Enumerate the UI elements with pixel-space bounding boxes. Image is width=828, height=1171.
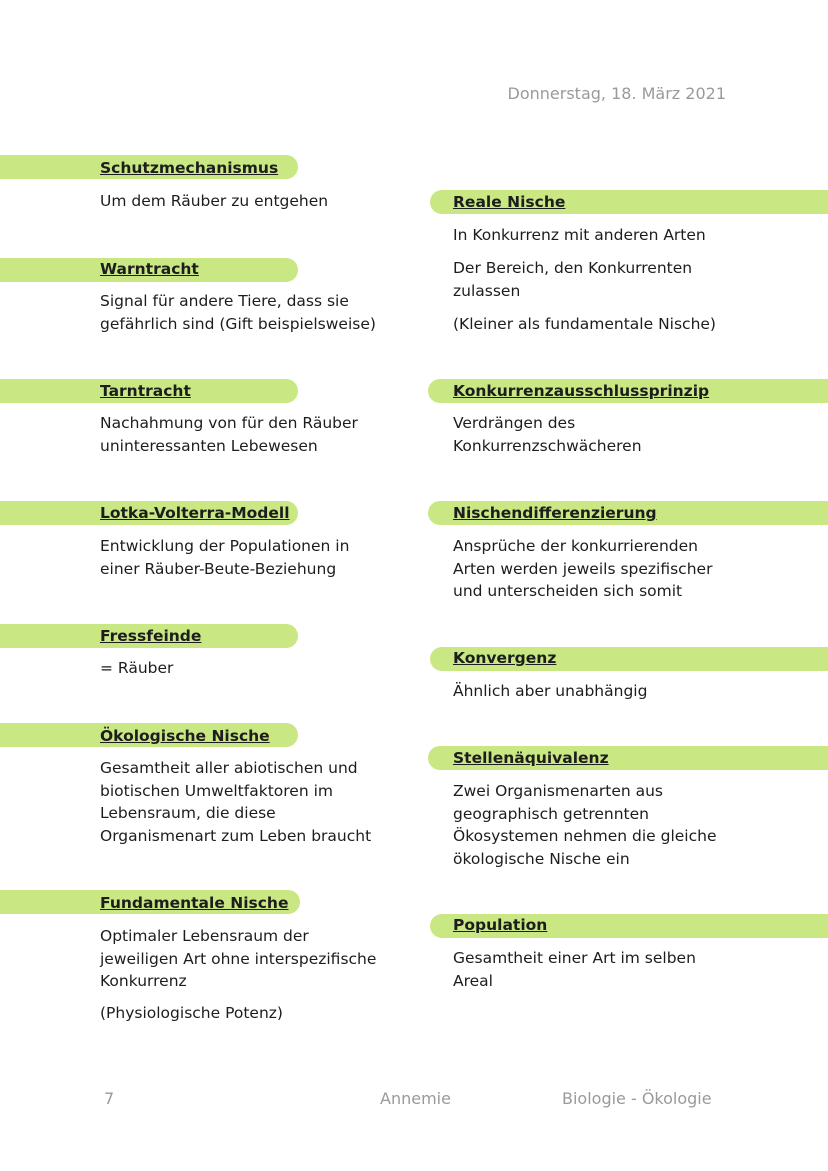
definition-fundamentale-nische: Optimaler Lebensraum der jeweiligen Art ohne interspezifische Konkurrenz (100, 927, 377, 990)
definition-tarntracht: Nachahmung von für den Räuber uninteressanten Lebewesen (100, 414, 358, 455)
term-tarntracht: Tarntracht (100, 382, 191, 400)
definition-schutzmechanismus: Um dem Räuber zu entgehen (100, 192, 329, 210)
definition-fressfeinde: = Räuber (100, 659, 174, 677)
term-nischendifferenzierung: Nischendifferenzierung (453, 504, 657, 522)
term-population: Population (453, 916, 548, 934)
term-schutzmechanismus: Schutzmechanismus (100, 159, 279, 177)
term-warntracht: Warntracht (100, 260, 199, 278)
definition-reale-nische-2: Der Bereich, den Konkurrenten zulassen (453, 259, 693, 300)
term-fressfeinde: Fressfeinde (100, 627, 202, 645)
term-oekologische-nische: Ökologische Nische (100, 727, 270, 745)
note-fundamentale-nische: (Physiologische Potenz) (100, 1004, 283, 1022)
term-konvergenz: Konvergenz (453, 649, 557, 667)
note-reale-nische: (Kleiner als fundamentale Nische) (453, 315, 716, 333)
term-fundamentale-nische: Fundamentale Nische (100, 894, 289, 912)
subject-label: Biologie - Ökologie (562, 1089, 712, 1108)
page-date: Donnerstag, 18. März 2021 (507, 84, 726, 103)
definition-nischendifferenzierung: Ansprüche der konkurrierenden Arten werden jeweils spezifischer und unterscheiden sich somit (453, 537, 713, 600)
definition-lotka-volterra: Entwicklung der Populationen in einer Räuber-Beute-Beziehung (100, 537, 350, 578)
definition-stellenaequivalenz: Zwei Organismenarten aus geographisch getrennten Ökosystemen nehmen die gleiche ökologische Nische ein (453, 782, 717, 868)
page-number: 7 (104, 1089, 115, 1108)
definition-konvergenz: Ähnlich aber unabhängig (453, 682, 648, 700)
definition-warntracht: Signal für andere Tiere, dass sie gefährlich sind (Gift beispielsweise) (100, 292, 376, 333)
definition-konkurrenzausschlussprinzip: Verdrängen des Konkurrenzschwächeren (453, 414, 642, 455)
term-lotka-volterra: Lotka-Volterra-Modell (100, 504, 290, 522)
definition-oekologische-nische: Gesamtheit aller abiotischen und biotischen Umweltfaktoren im Lebensraum, die diese Organismenart zum Leben braucht (100, 759, 372, 845)
term-konkurrenzausschlussprinzip: Konkurrenzausschlussprinzip (453, 382, 710, 400)
definition-population: Gesamtheit einer Art im selben Areal (453, 949, 696, 990)
term-stellenaequivalenz: Stellenäquivalenz (453, 749, 609, 767)
definition-reale-nische: In Konkurrenz mit anderen Arten (453, 226, 706, 244)
term-reale-nische: Reale Nische (453, 193, 566, 211)
author-name: Annemie (380, 1089, 451, 1108)
